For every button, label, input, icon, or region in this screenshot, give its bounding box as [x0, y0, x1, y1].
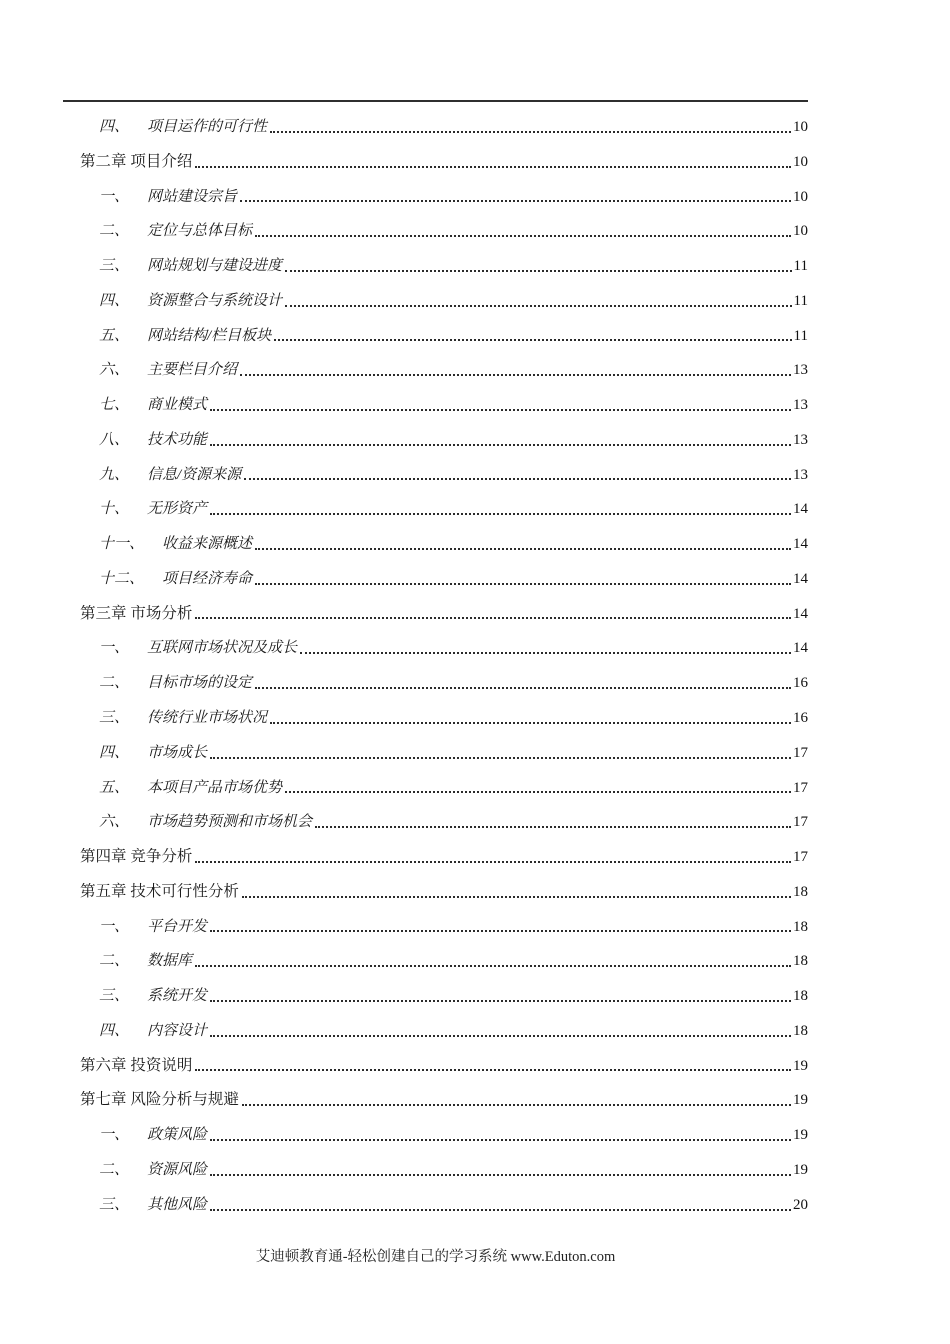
toc-entry-title: 互联网市场状况及成长	[147, 640, 298, 657]
toc-page-number: 13	[793, 431, 808, 448]
toc-page-number: 17	[793, 814, 808, 831]
toc-entry-number: 二、	[99, 1161, 130, 1178]
toc-page-number: 18	[793, 953, 808, 970]
dot-leader	[195, 166, 791, 168]
dot-leader	[242, 896, 791, 898]
toc-entry[interactable]	[63, 284, 808, 319]
toc-page-number: 10	[793, 119, 808, 135]
toc-page-number: 20	[793, 1196, 808, 1213]
toc-entry-number: 一、	[99, 640, 130, 657]
toc-entry-number: 四、	[99, 1022, 130, 1039]
toc-entry[interactable]	[63, 597, 808, 632]
toc-entry-number: 三、	[99, 988, 130, 1005]
toc-entry-title: 平台开发	[147, 918, 208, 935]
footer-text: 艾迪顿教育通-轻松创建自己的学习系统 www.Eduton.com	[255, 1249, 616, 1265]
toc-page-number: 19	[793, 1057, 808, 1074]
toc-page-number: 10	[793, 188, 808, 205]
toc-entry-number: 五、	[99, 779, 130, 796]
toc-entry[interactable]	[63, 249, 808, 284]
toc-entry-title: 资源风险	[147, 1161, 208, 1178]
toc-page-number: 17	[793, 779, 808, 796]
toc-entry-title: 政策风险	[147, 1127, 208, 1144]
toc-entry-title: 市场成长	[147, 744, 208, 761]
dot-leader	[285, 305, 792, 307]
toc-entry-title: 主要栏目介绍	[147, 362, 238, 379]
dot-leader	[195, 617, 791, 619]
toc-entry[interactable]	[63, 492, 808, 527]
dot-leader	[240, 374, 791, 376]
toc-entry-title: 网站建设宗旨	[147, 188, 238, 205]
toc-entry-title: 第二章 项目介绍	[80, 152, 193, 170]
toc-entry[interactable]	[63, 1118, 808, 1153]
toc-page-number: 18	[793, 988, 808, 1005]
toc-page-number: 13	[793, 466, 808, 483]
toc-entry-number: 二、	[99, 953, 130, 970]
dot-leader	[210, 1174, 791, 1176]
dot-leader	[210, 444, 791, 446]
toc-page-number: 14	[793, 570, 808, 587]
dot-leader	[270, 131, 791, 133]
toc-entry[interactable]	[63, 840, 808, 875]
toc-entry-title: 项目运作的可行性	[147, 119, 268, 135]
toc-entry-number: 三、	[99, 710, 130, 727]
dot-leader	[255, 687, 791, 689]
toc-entry[interactable]	[63, 145, 808, 180]
toc-entry-number: 二、	[99, 675, 130, 692]
toc-entry[interactable]	[63, 631, 808, 666]
toc-page-number: 19	[793, 1127, 808, 1144]
toc-entry[interactable]	[63, 388, 808, 423]
toc-page-number: 18	[793, 1022, 808, 1039]
dot-leader	[195, 861, 791, 863]
toc-page-number: 11	[793, 292, 808, 309]
dot-leader	[210, 757, 791, 759]
dot-leader	[255, 548, 791, 550]
toc-entry[interactable]	[63, 527, 808, 562]
toc-entry-number: 四、	[99, 119, 130, 135]
toc-entry-title: 资源整合与系统设计	[147, 292, 283, 309]
toc-entry[interactable]	[63, 1014, 808, 1049]
toc-entry[interactable]	[63, 736, 808, 771]
toc-entry-number: 三、	[99, 1196, 130, 1213]
toc-entry-title: 技术功能	[147, 431, 208, 448]
toc-entry-title: 第五章 技术可行性分析	[80, 882, 239, 900]
toc-entry[interactable]	[63, 214, 808, 249]
page-footer	[63, 1245, 808, 1266]
table-of-contents	[63, 110, 808, 1223]
toc-entry[interactable]	[63, 875, 808, 910]
toc-entry-title: 目标市场的设定	[147, 675, 253, 692]
dot-leader	[315, 826, 791, 828]
toc-entry-number: 一、	[99, 188, 130, 205]
dot-leader	[255, 235, 791, 237]
toc-entry[interactable]	[63, 353, 808, 388]
toc-page-number: 11	[793, 258, 808, 275]
toc-entry-number: 十、	[99, 501, 130, 518]
toc-page-number: 17	[793, 744, 808, 761]
toc-entry-number: 九、	[99, 466, 130, 483]
toc-entry-title: 数据库	[147, 953, 193, 970]
toc-page-number: 14	[793, 501, 808, 518]
toc-page-number: 14	[793, 605, 808, 622]
dot-leader	[255, 583, 791, 585]
toc-entry[interactable]	[63, 180, 808, 215]
dot-leader	[210, 930, 791, 932]
toc-entry[interactable]	[63, 910, 808, 945]
toc-entry-title: 本项目产品市场优势	[147, 779, 283, 796]
dot-leader	[210, 1035, 791, 1037]
toc-entry[interactable]	[63, 944, 808, 979]
toc-page-number: 14	[793, 536, 808, 553]
toc-page-number: 19	[793, 1161, 808, 1178]
toc-entry-number: 五、	[99, 327, 130, 344]
toc-entry[interactable]	[63, 110, 808, 145]
dot-leader	[285, 791, 791, 793]
header-divider	[63, 100, 808, 102]
toc-entry-title: 市场趋势预测和市场机会	[147, 814, 313, 831]
dot-leader	[285, 270, 792, 272]
dot-leader	[244, 478, 791, 480]
toc-entry[interactable]	[63, 805, 808, 840]
dot-leader	[210, 409, 791, 411]
toc-entry-number: 十二、	[99, 570, 145, 587]
dot-leader	[210, 513, 791, 515]
toc-entry[interactable]	[63, 1188, 808, 1223]
toc-entry[interactable]	[63, 319, 808, 354]
dot-leader	[210, 1209, 791, 1211]
toc-entry-title: 项目经济寿命	[162, 570, 253, 587]
toc-page-number: 19	[793, 1092, 808, 1109]
toc-entry[interactable]	[63, 666, 808, 701]
toc-page-number: 13	[793, 362, 808, 379]
dot-leader	[210, 1139, 791, 1141]
toc-entry[interactable]	[63, 771, 808, 806]
toc-entry-number: 六、	[99, 814, 130, 831]
toc-entry-number: 二、	[99, 223, 130, 240]
toc-entry-number: 七、	[99, 397, 130, 414]
toc-entry-title: 无形资产	[147, 501, 208, 518]
toc-page-number: 10	[793, 223, 808, 240]
toc-entry-title: 其他风险	[147, 1196, 208, 1213]
dot-leader	[270, 722, 791, 724]
toc-page-number: 11	[793, 327, 808, 344]
toc-entry-number: 三、	[99, 258, 130, 275]
toc-page-number: 16	[793, 710, 808, 727]
toc-entry-title: 第七章 风险分析与规避	[80, 1091, 239, 1109]
dot-leader	[274, 339, 791, 341]
toc-entry-number: 六、	[99, 362, 130, 379]
toc-entry-title: 商业模式	[147, 397, 208, 414]
toc-page-number: 18	[793, 918, 808, 935]
toc-page-number: 13	[793, 397, 808, 414]
toc-entry[interactable]	[63, 979, 808, 1014]
toc-entry-title: 网站结构/栏目板块	[147, 327, 272, 344]
toc-page-number: 16	[793, 675, 808, 692]
toc-entry-title: 第四章 竞争分析	[80, 848, 193, 866]
toc-page-number: 17	[793, 849, 808, 866]
toc-entry[interactable]	[63, 1083, 808, 1118]
toc-entry-title: 第三章 市场分析	[80, 604, 193, 622]
toc-page-number: 14	[793, 640, 808, 657]
toc-entry-title: 定位与总体目标	[147, 223, 253, 240]
toc-entry-title: 传统行业市场状况	[147, 710, 268, 727]
toc-entry[interactable]	[63, 1153, 808, 1188]
toc-entry-title: 收益来源概述	[162, 536, 253, 553]
toc-entry-number: 一、	[99, 918, 130, 935]
toc-entry[interactable]	[63, 701, 808, 736]
toc-entry-title: 信息/资源来源	[147, 466, 242, 483]
toc-entry-title: 内容设计	[147, 1022, 208, 1039]
dot-leader	[242, 1104, 791, 1106]
toc-entry[interactable]	[63, 562, 808, 597]
dot-leader	[195, 965, 791, 967]
toc-entry[interactable]	[63, 423, 808, 458]
toc-entry-number: 四、	[99, 292, 130, 309]
dot-leader	[240, 200, 791, 202]
toc-entry-number: 八、	[99, 431, 130, 448]
toc-entry[interactable]	[63, 1049, 808, 1084]
dot-leader	[300, 652, 791, 654]
dot-leader	[195, 1069, 791, 1071]
toc-entry-number: 四、	[99, 744, 130, 761]
toc-entry-number: 一、	[99, 1127, 130, 1144]
dot-leader	[210, 1000, 791, 1002]
toc-entry[interactable]	[63, 458, 808, 493]
toc-page-number: 18	[793, 883, 808, 900]
toc-page-number: 10	[793, 153, 808, 170]
toc-entry-title: 第六章 投资说明	[80, 1056, 193, 1074]
toc-entry-number: 十一、	[99, 536, 145, 553]
toc-entry-title: 系统开发	[147, 988, 208, 1005]
toc-entry-title: 网站规划与建设进度	[147, 258, 283, 275]
